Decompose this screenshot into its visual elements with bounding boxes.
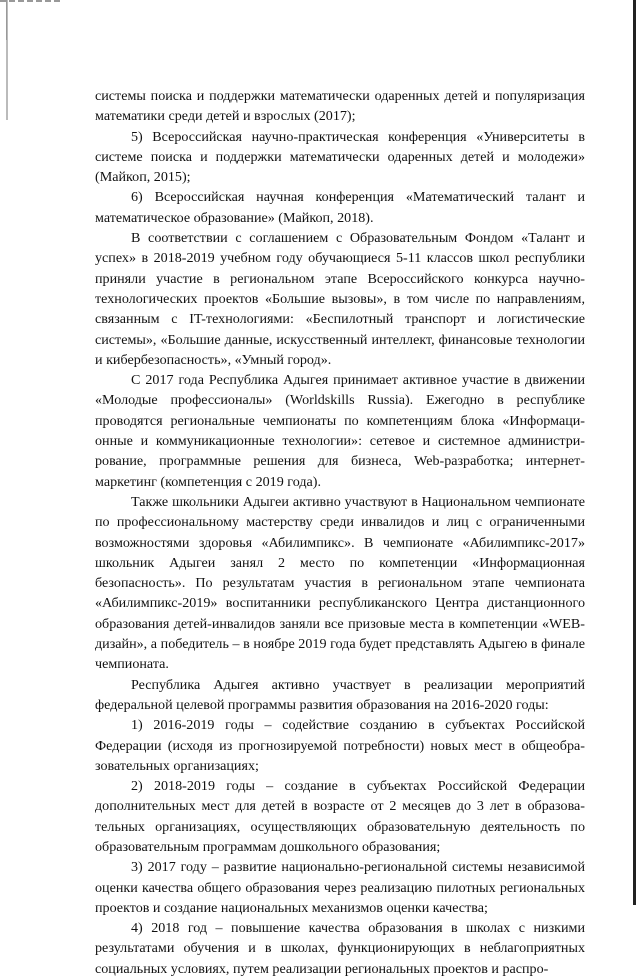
list-item: 1) 2016-2019 годы – содействие созданию в субъектах Российской Федерации (исходя из прогнозируемой потребности) новых мест в общеобразовательных организациях; [95,717,585,774]
scan-edge-right [633,0,636,905]
paragraph: В соответствии с соглашением с Образовательным Фондом «Талант и успех» в 2018-2019 учебном году обучающиеся 5-11 классов школ республики приняли участие в региональном этапе Всероссийского конкурса научно-технологических проектов «Большие вызовы», в том числе по направлениям, связанным с IT-технологиями: «Беспилотный транспорт и логистические системы», «Большие данные, искусственный интеллект, финансовые технологии и кибербезопасность», «Умный город». [95,230,585,368]
list-item: 3) 2017 году – развитие национально-региональной системы независимой оценки качества общего образования через реализацию пилотных региональных проектов и создание национальных механизмов оценки качества; [95,859,585,916]
scan-edge-top [0,0,60,2]
paragraph: системы поиска и поддержки математически одаренных детей и популяризация математики среди детей и взрослых (2017); [95,88,585,125]
list-item: 2) 2018-2019 годы – создание в субъектах Российской Федерации дополнительных мест для детей в возрасте от 2 месяцев до 3 лет в образовательных организациях, осуществляющих образовательную деятельность по образовательным программам дошкольного образования; [95,778,585,855]
list-item: 4) 2018 год – повышение качества образования в школах с низкими результатами обучения и в школах, функционирующих в неблагоприятных социальных условиях, путем реализации региональных проектов и распро- [95,920,585,977]
paragraph: С 2017 года Республика Адыгея принимает активное участие в движении «Молодые профессионалы» (Worldskills Russia). Ежегодно в республике проводятся региональные чемпионаты по компетенциям блока «Информационные и коммуникационные технологии»: сетевое и системное администрирование, программные решения для бизнеса, Web-разработка; интернет-маркетинг (компетенция с 2019 года). [95,372,585,490]
paragraph: Также школьники Адыгеи активно участвуют в Национальном чемпионате по профессиональному мастерству среди инвалидов и лиц с ограниченными возможностями здоровья «Абилимпикс». В чемпионате «Абилимпикс-2017» школьник Адыгеи занял 2 место по компетенции «Информационная безопасность». По результатам участия в региональном этапе чемпионата «Абилимпикс-2019» воспитанники республиканского Центра дистанционного образования детей-инвалидов заняли все призовые места в компетенции «WEB-дизайн», а победитель – в ноябре 2019 года будет представлять Адыгею в финале чемпионата. [95,493,585,673]
paragraph: 6) Всероссийская научная конференция «Математический талант и математическое образование» (Майкоп, 2018). [95,189,585,226]
document-body [95,86,585,979]
scan-edge-left [6,0,8,905]
paragraph: 5) Всероссийская научно-практическая конференция «Университеты в системе поиска и поддержки математически одаренных детей и молодежи» (Майкоп, 2015); [95,128,585,186]
paragraph: Республика Адыгея активно участвует в реализации мероприятий федеральной целевой программы развития образования на 2016-2020 годы: [95,676,585,713]
